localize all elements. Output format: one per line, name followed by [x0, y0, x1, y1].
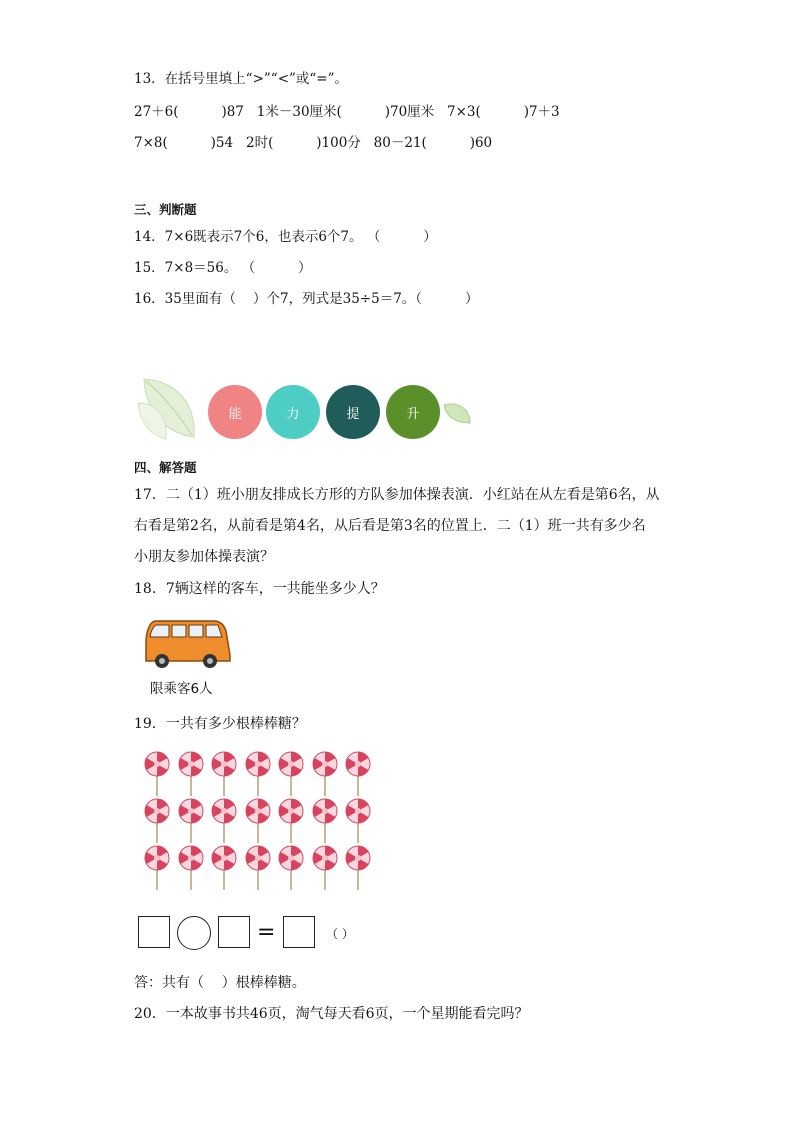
lollipop-icon — [342, 797, 374, 847]
lollipop-icon — [141, 844, 173, 894]
lollipop-icon — [175, 797, 207, 847]
lollipop-icon — [242, 750, 274, 800]
section-answer-title: 四、解答题 — [134, 460, 197, 475]
q16: 16．35里面有（ ）个7，列式是35÷5＝7。（ ） — [134, 291, 479, 307]
lollipop-icon — [275, 750, 307, 800]
q13-row-1: 27＋6( )87 1米－30厘米( )70厘米 7×3( )7＋3 — [134, 104, 560, 120]
bus-caption: 限乘客6人 — [150, 681, 213, 697]
equation-box-2[interactable] — [218, 916, 250, 948]
q13-row-2: 7×8( )54 2时( )100分 80－21( )60 — [134, 135, 493, 151]
equation-result-box[interactable] — [283, 916, 315, 948]
ability-banner — [136, 373, 476, 441]
small-leaf-icon — [440, 399, 474, 429]
q20-text: 20．一本故事书共46页，淘气每天看6页，一个星期能看完吗？ — [134, 1006, 529, 1022]
lollipop-icon — [208, 797, 240, 847]
equation-operator-circle[interactable] — [177, 916, 211, 950]
q19-text: 19．一共有多少根棒棒糖？ — [134, 716, 306, 732]
lollipop-icon — [342, 750, 374, 800]
lollipop-icon — [208, 750, 240, 800]
badge-2: 力 — [266, 385, 320, 439]
lollipop-icon — [242, 797, 274, 847]
q15: 15．7×8＝56。 （ ） — [134, 260, 312, 276]
section-judge-title: 三、判断题 — [134, 202, 197, 217]
badge-1: 能 — [208, 385, 262, 439]
lollipop-icon — [208, 844, 240, 894]
bus-icon — [142, 615, 232, 671]
equals-sign: = — [257, 920, 276, 945]
lollipop-icon — [342, 844, 374, 894]
lollipop-icon — [309, 797, 341, 847]
lollipop-icon — [242, 844, 274, 894]
q19-answer: 答：共有（ ）根棒棒糖。 — [134, 975, 306, 991]
q18-text: 18．7辆这样的客车，一共能坐多少人？ — [134, 581, 385, 597]
lollipop-icon — [275, 844, 307, 894]
lollipop-icon — [141, 797, 173, 847]
q14: 14．7×6既表示7个6，也表示6个7。 （ ） — [134, 229, 437, 245]
lollipop-icon — [141, 750, 173, 800]
q17-line-3: 小朋友参加体操表演？ — [134, 549, 274, 565]
q17-line-1: 17．二（1）班小朋友排成长方形的方队参加体操表演．小红站在从左看是第6名，从 — [134, 487, 660, 503]
lollipop-icon — [175, 844, 207, 894]
lollipop-icon — [309, 750, 341, 800]
badge-3: 提 — [326, 385, 380, 439]
leaf-decoration-icon — [136, 373, 206, 441]
equation-box-1[interactable] — [138, 916, 170, 948]
q17-line-2: 右看是第2名，从前看是第4名，从后看是第3名的位置上．二（1）班一共有多少名 — [134, 518, 646, 534]
equation-unit-paren: （ ） — [326, 927, 354, 941]
badge-4: 升 — [386, 385, 440, 439]
lollipop-icon — [175, 750, 207, 800]
lollipop-icon — [275, 797, 307, 847]
lollipop-icon — [309, 844, 341, 894]
q13-title: 13．在括号里填上“>”“<”或“=”。 — [134, 71, 349, 87]
